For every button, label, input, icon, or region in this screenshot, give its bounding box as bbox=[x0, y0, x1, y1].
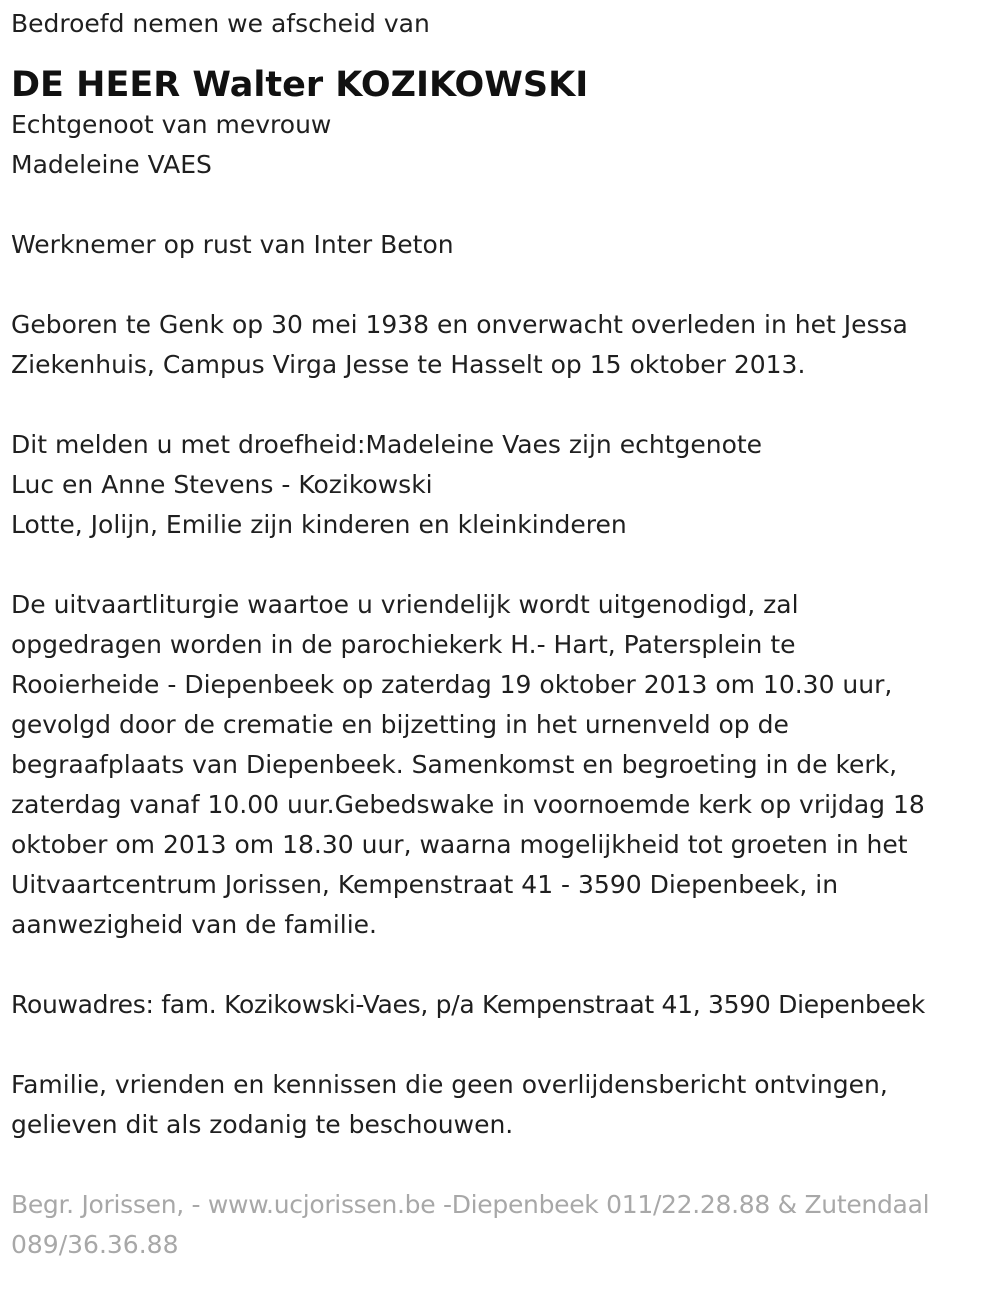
mourners-paragraph bbox=[11, 425, 996, 545]
birth-death-paragraph bbox=[11, 305, 996, 385]
paragraph-line: gevolgd door de crematie en bijzetting in het urnenveld op de bbox=[11, 710, 789, 739]
paragraph-line: Familie, vrienden en kennissen die geen overlijdensbericht ontvingen, bbox=[11, 1070, 888, 1099]
paragraph-line: Lotte, Jolijn, Emilie zijn kinderen en kleinkinderen bbox=[11, 510, 627, 539]
footer-line: Begr. Jorissen, - www.ucjorissen.be -Diepenbeek 011/22.28.88 & Zutendaal bbox=[11, 1190, 930, 1219]
intro-text: Bedroefd nemen we afscheid van bbox=[11, 9, 430, 38]
deceased-name: DE HEER Walter KOZIKOWSKI bbox=[11, 65, 589, 105]
occupation-text: Werknemer op rust van Inter Beton bbox=[11, 230, 454, 259]
undertaker-footer bbox=[11, 1185, 996, 1265]
paragraph-line: aanwezigheid van de familie. bbox=[11, 910, 377, 939]
funeral-paragraph bbox=[11, 585, 996, 945]
paragraph-line: gelieven dit als zodanig te beschouwen. bbox=[11, 1110, 514, 1139]
paragraph-line: Ziekenhuis, Campus Virga Jesse te Hasselt op 15 oktober 2013. bbox=[11, 350, 806, 379]
paragraph-line: De uitvaartliturgie waartoe u vriendelijk wordt uitgenodigd, zal bbox=[11, 590, 799, 619]
paragraph-line: zaterdag vanaf 10.00 uur.Gebedswake in voornoemde kerk op vrijdag 18 bbox=[11, 790, 925, 819]
mourning-address: Rouwadres: fam. Kozikowski-Vaes, p/a Kempenstraat 41, 3590 Diepenbeek bbox=[11, 990, 925, 1019]
paragraph-line: opgedragen worden in de parochiekerk H.- Hart, Patersplein te bbox=[11, 630, 796, 659]
footer-line: 089/36.36.88 bbox=[11, 1230, 179, 1259]
spouse-block bbox=[11, 105, 996, 185]
paragraph-line: Luc en Anne Stevens - Kozikowski bbox=[11, 470, 433, 499]
paragraph-line: Dit melden u met droefheid:Madeleine Vaes zijn echtgenote bbox=[11, 430, 763, 459]
notice-paragraph bbox=[11, 1065, 996, 1145]
paragraph-line: begraafplaats van Diepenbeek. Samenkomst en begroeting in de kerk, bbox=[11, 750, 898, 779]
paragraph-line: Uitvaartcentrum Jorissen, Kempenstraat 41 - 3590 Diepenbeek, in bbox=[11, 870, 839, 899]
spouse-line: Echtgenoot van mevrouw bbox=[11, 110, 332, 139]
paragraph-line: oktober om 2013 om 18.30 uur, waarna mogelijkheid tot groeten in het bbox=[11, 830, 908, 859]
obituary bbox=[11, 0, 996, 1265]
paragraph-line: Rooierheide - Diepenbeek op zaterdag 19 oktober 2013 om 10.30 uur, bbox=[11, 670, 893, 699]
spouse-name: Madeleine VAES bbox=[11, 150, 212, 179]
paragraph-line: Geboren te Genk op 30 mei 1938 en onverwacht overleden in het Jessa bbox=[11, 310, 908, 339]
